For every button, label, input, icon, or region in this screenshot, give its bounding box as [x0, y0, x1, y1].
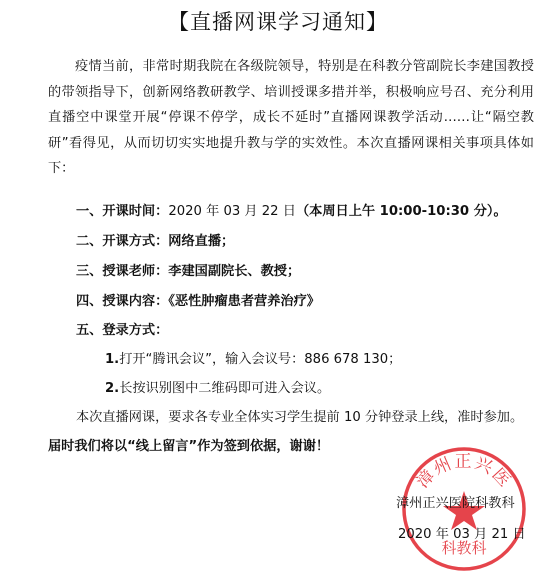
item-course-mode: 二、开课方式：网络直播； — [76, 234, 235, 249]
login-step-1 — [105, 350, 401, 370]
login-step-1-number: 1. — [105, 352, 120, 367]
item-course-time-date: 2020 年 03 月 22 日 — [168, 204, 296, 219]
item-login-method: 五、登录方式： — [76, 323, 169, 338]
item-course-time-hours: （本周日上午 10:00-10:30 分）。 — [295, 204, 507, 219]
login-step-2-number: 2. — [105, 381, 120, 396]
intro-paragraph: 疫情当前，非常时期我院在各级院领导，特别是在科教分管副院长李建国教授的带领指导下，创新网络教研教学、培训授课多措并举，积极响应号召、充分利用直播空中课堂开展“停课不停学，成长不延时”直播网课教学活动……让“隔空教研”看得见，从而切切实实地提升教与学的实效性。本次直播网课相关事项具体如下： — [48, 59, 534, 176]
login-step-2 — [105, 379, 330, 399]
seal-text-bottom: 科教科 — [441, 539, 487, 557]
item-teacher: 三、授课老师：李建国副院长、教授； — [76, 264, 301, 279]
notice-title: 【直播网课学习通知】 — [168, 10, 388, 34]
login-step-2-text: 长按识别图中二维码即可进入会议。 — [119, 381, 331, 396]
item-course-time-label: 一、开课时间： — [76, 204, 169, 219]
signature-date: 2020 年 03 月 21 日 — [398, 527, 526, 542]
closing-requirement: 本次直播网课，要求各专业全体实习学生提前 10 分钟登录上线，准时参加。 — [76, 410, 524, 425]
item-course-time — [76, 202, 507, 222]
login-step-1-text: 打开“腾讯会议”，输入会议号：886 678 130； — [119, 352, 402, 367]
svg-text:漳州正兴医 — [413, 452, 516, 492]
sign-in-note: 届时我们将以“线上留言”作为签到依据，谢谢！ — [48, 439, 330, 454]
item-content: 四、授课内容：《恶性肿瘤患者营养治疗》 — [76, 294, 320, 309]
signature-department: 漳州正兴医院科教科 — [396, 496, 515, 511]
seal-text-top: 漳州正兴医 — [412, 452, 516, 493]
